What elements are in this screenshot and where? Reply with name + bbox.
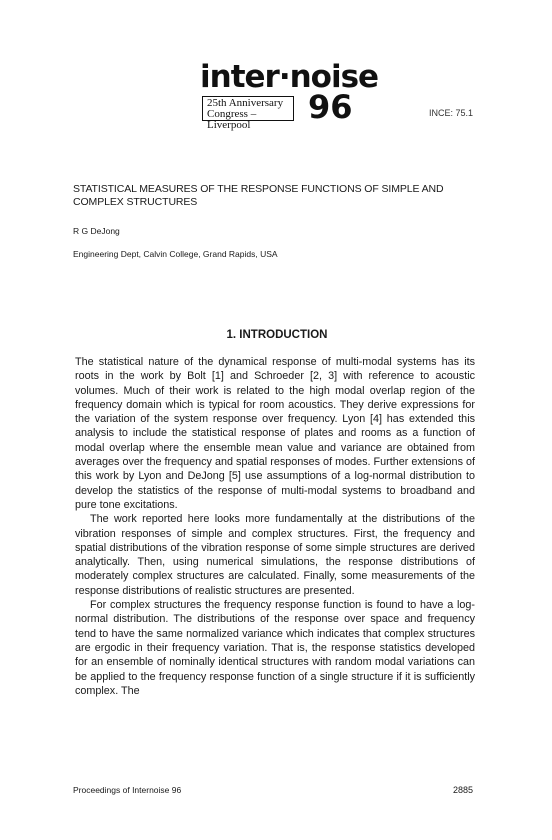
section-heading: 1. INTRODUCTION — [226, 329, 328, 341]
logo-wordmark: inter·noise — [200, 59, 379, 95]
logo-anniversary-box — [202, 96, 294, 131]
conference-logo — [200, 59, 379, 131]
paper-title: STATISTICAL MEASURES OF THE RESPONSE FUNCTIONS OF SIMPLE AND COMPLEX STRUCTURES — [73, 183, 444, 208]
footer-proceedings: Proceedings of Internoise 96 — [73, 785, 182, 795]
body-text — [75, 355, 475, 698]
reference-code: INCE: 75.1 — [429, 108, 474, 118]
logo-box-line1: 25th Anniversary — [207, 97, 284, 109]
paragraph: For complex structures the frequency response function is found to have a log-normal distribution. The distributions of the response over space and frequency tend to have the same normalized variance which indicates that complex structures are ergodic in their frequency variation. That is, the response statistics developed for an ensemble of nominally identical structures with random modal variations can be applied to the frequency response function of a single structure if it is sufficiently complex. The — [75, 599, 475, 697]
page-number: 2885 — [453, 785, 474, 795]
logo-year: 96 — [308, 88, 353, 126]
logo-box-line2: Congress – Liverpool — [207, 108, 257, 131]
paragraph: The work reported here looks more fundamentally at the distributions of the vibration responses of simple and complex structures. First, the frequency and spatial distributions of the vibration response of some simple structures are derived analytically. Then, using numerical simulations, the response distributions of moderately complex structures are calculated. Finally, some measurements of the response distributions of realistic structures are presented. — [75, 513, 475, 597]
paragraph: The statistical nature of the dynamical response of multi-modal systems has its roots in the work by Bolt [1] and Schroeder [2, 3] with reference to acoustic volumes. Much of their work is related to the high modal overlap region of the frequency domain which is typical for room acoustics. They derive expressions for the variation of the system response over frequency. Lyon [4] has extended this analysis to include the statistical response of plates and rooms as a function of modal overlap where the ensemble mean value and variance are obtained from averages over the frequency and spatial responses of modes. Further extensions of this work by Lyon and DeJong [5] use assumptions of a log-normal distribution to develop the statistics of the response of multi-modal systems to broadband and pure tone excitations. — [75, 356, 475, 511]
author-affiliation: Engineering Dept, Calvin College, Grand Rapids, USA — [73, 249, 278, 259]
author-name: R G DeJong — [73, 226, 120, 236]
